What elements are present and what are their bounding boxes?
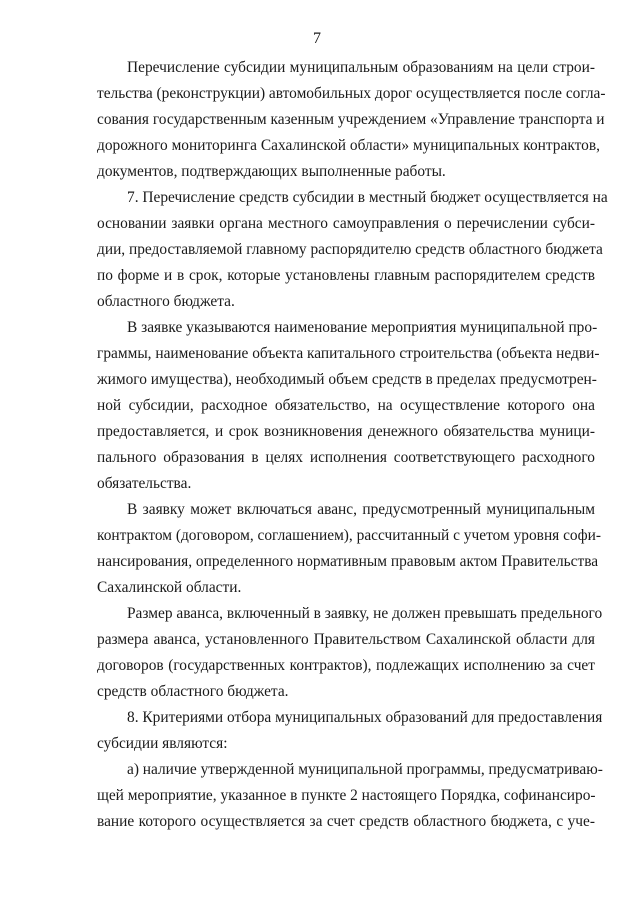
text-line: дорожного мониторинга Сахалинской области» муниципальных контрактов, — [97, 137, 600, 154]
text-line: основании заявки органа местного самоуправления о перечислении субси- — [97, 215, 595, 232]
text-line: областного бюджета. — [97, 293, 235, 310]
text-line: обязательства. — [97, 475, 192, 492]
text-line: вание которого осуществляется за счет средств областного бюджета, с уче- — [97, 813, 595, 830]
text-line: 8. Критериями отбора муниципальных образований для предоставления — [127, 709, 603, 726]
text-line: контрактом (договором, соглашением), рассчитанный с учетом уровня софи- — [97, 527, 601, 544]
text-line: средств областного бюджета. — [97, 683, 289, 700]
text-line: договоров (государственных контрактов), подлежащих исполнению за счет — [97, 657, 595, 674]
text-line: сования государственным казенным учреждением «Управление транспорта и — [97, 111, 605, 128]
text-line: субсидии являются: — [97, 735, 228, 752]
text-line: документов, подтверждающих выполненные работы. — [97, 163, 446, 180]
text-line: 7. Перечисление средств субсидии в местный бюджет осуществляется на — [127, 189, 608, 206]
text-line: дии, предоставляемой главному распорядителю средств областного бюджета — [97, 241, 603, 258]
text-line: пального образования в целях исполнения соответствующего расходного — [97, 449, 595, 466]
text-line: нансирования, определенного нормативным правовым актом Правительства — [97, 553, 599, 570]
text-line: Перечисление субсидии муниципальным образованиям на цели строи- — [127, 59, 595, 76]
text-line: щей мероприятие, указанное в пункте 2 настоящего Порядка, софинансиро- — [97, 787, 596, 804]
text-line: размера аванса, установленного Правительством Сахалинской области для — [97, 631, 595, 648]
text-line: ной субсидии, расходное обязательство, на осуществление которого она — [97, 397, 595, 414]
text-line: Размер аванса, включенный в заявку, не должен превышать предельного — [127, 605, 603, 622]
text-line: Сахалинской области. — [97, 579, 242, 596]
page-number: 7 — [313, 30, 321, 47]
text-line: В заявке указываются наименование мероприятия муниципальной про- — [127, 319, 598, 336]
text-line: В заявку может включаться аванс, предусмотренный муниципальным — [127, 501, 595, 518]
text-line: граммы, наименование объекта капитального строительства (объекта недви- — [97, 345, 600, 362]
text-line: предоставляется, и срок возникновения денежного обязательства муници- — [97, 423, 595, 440]
text-line: а) наличие утвержденной муниципальной программы, предусматриваю- — [127, 761, 603, 778]
text-line: тельства (реконструкции) автомобильных дорог осуществляется после согла- — [97, 85, 606, 102]
text-line: по форме и в срок, которые установлены главным распорядителем средств — [97, 267, 595, 284]
text-line: жимого имущества), необходимый объем средств в пределах предусмотрен- — [97, 371, 597, 388]
